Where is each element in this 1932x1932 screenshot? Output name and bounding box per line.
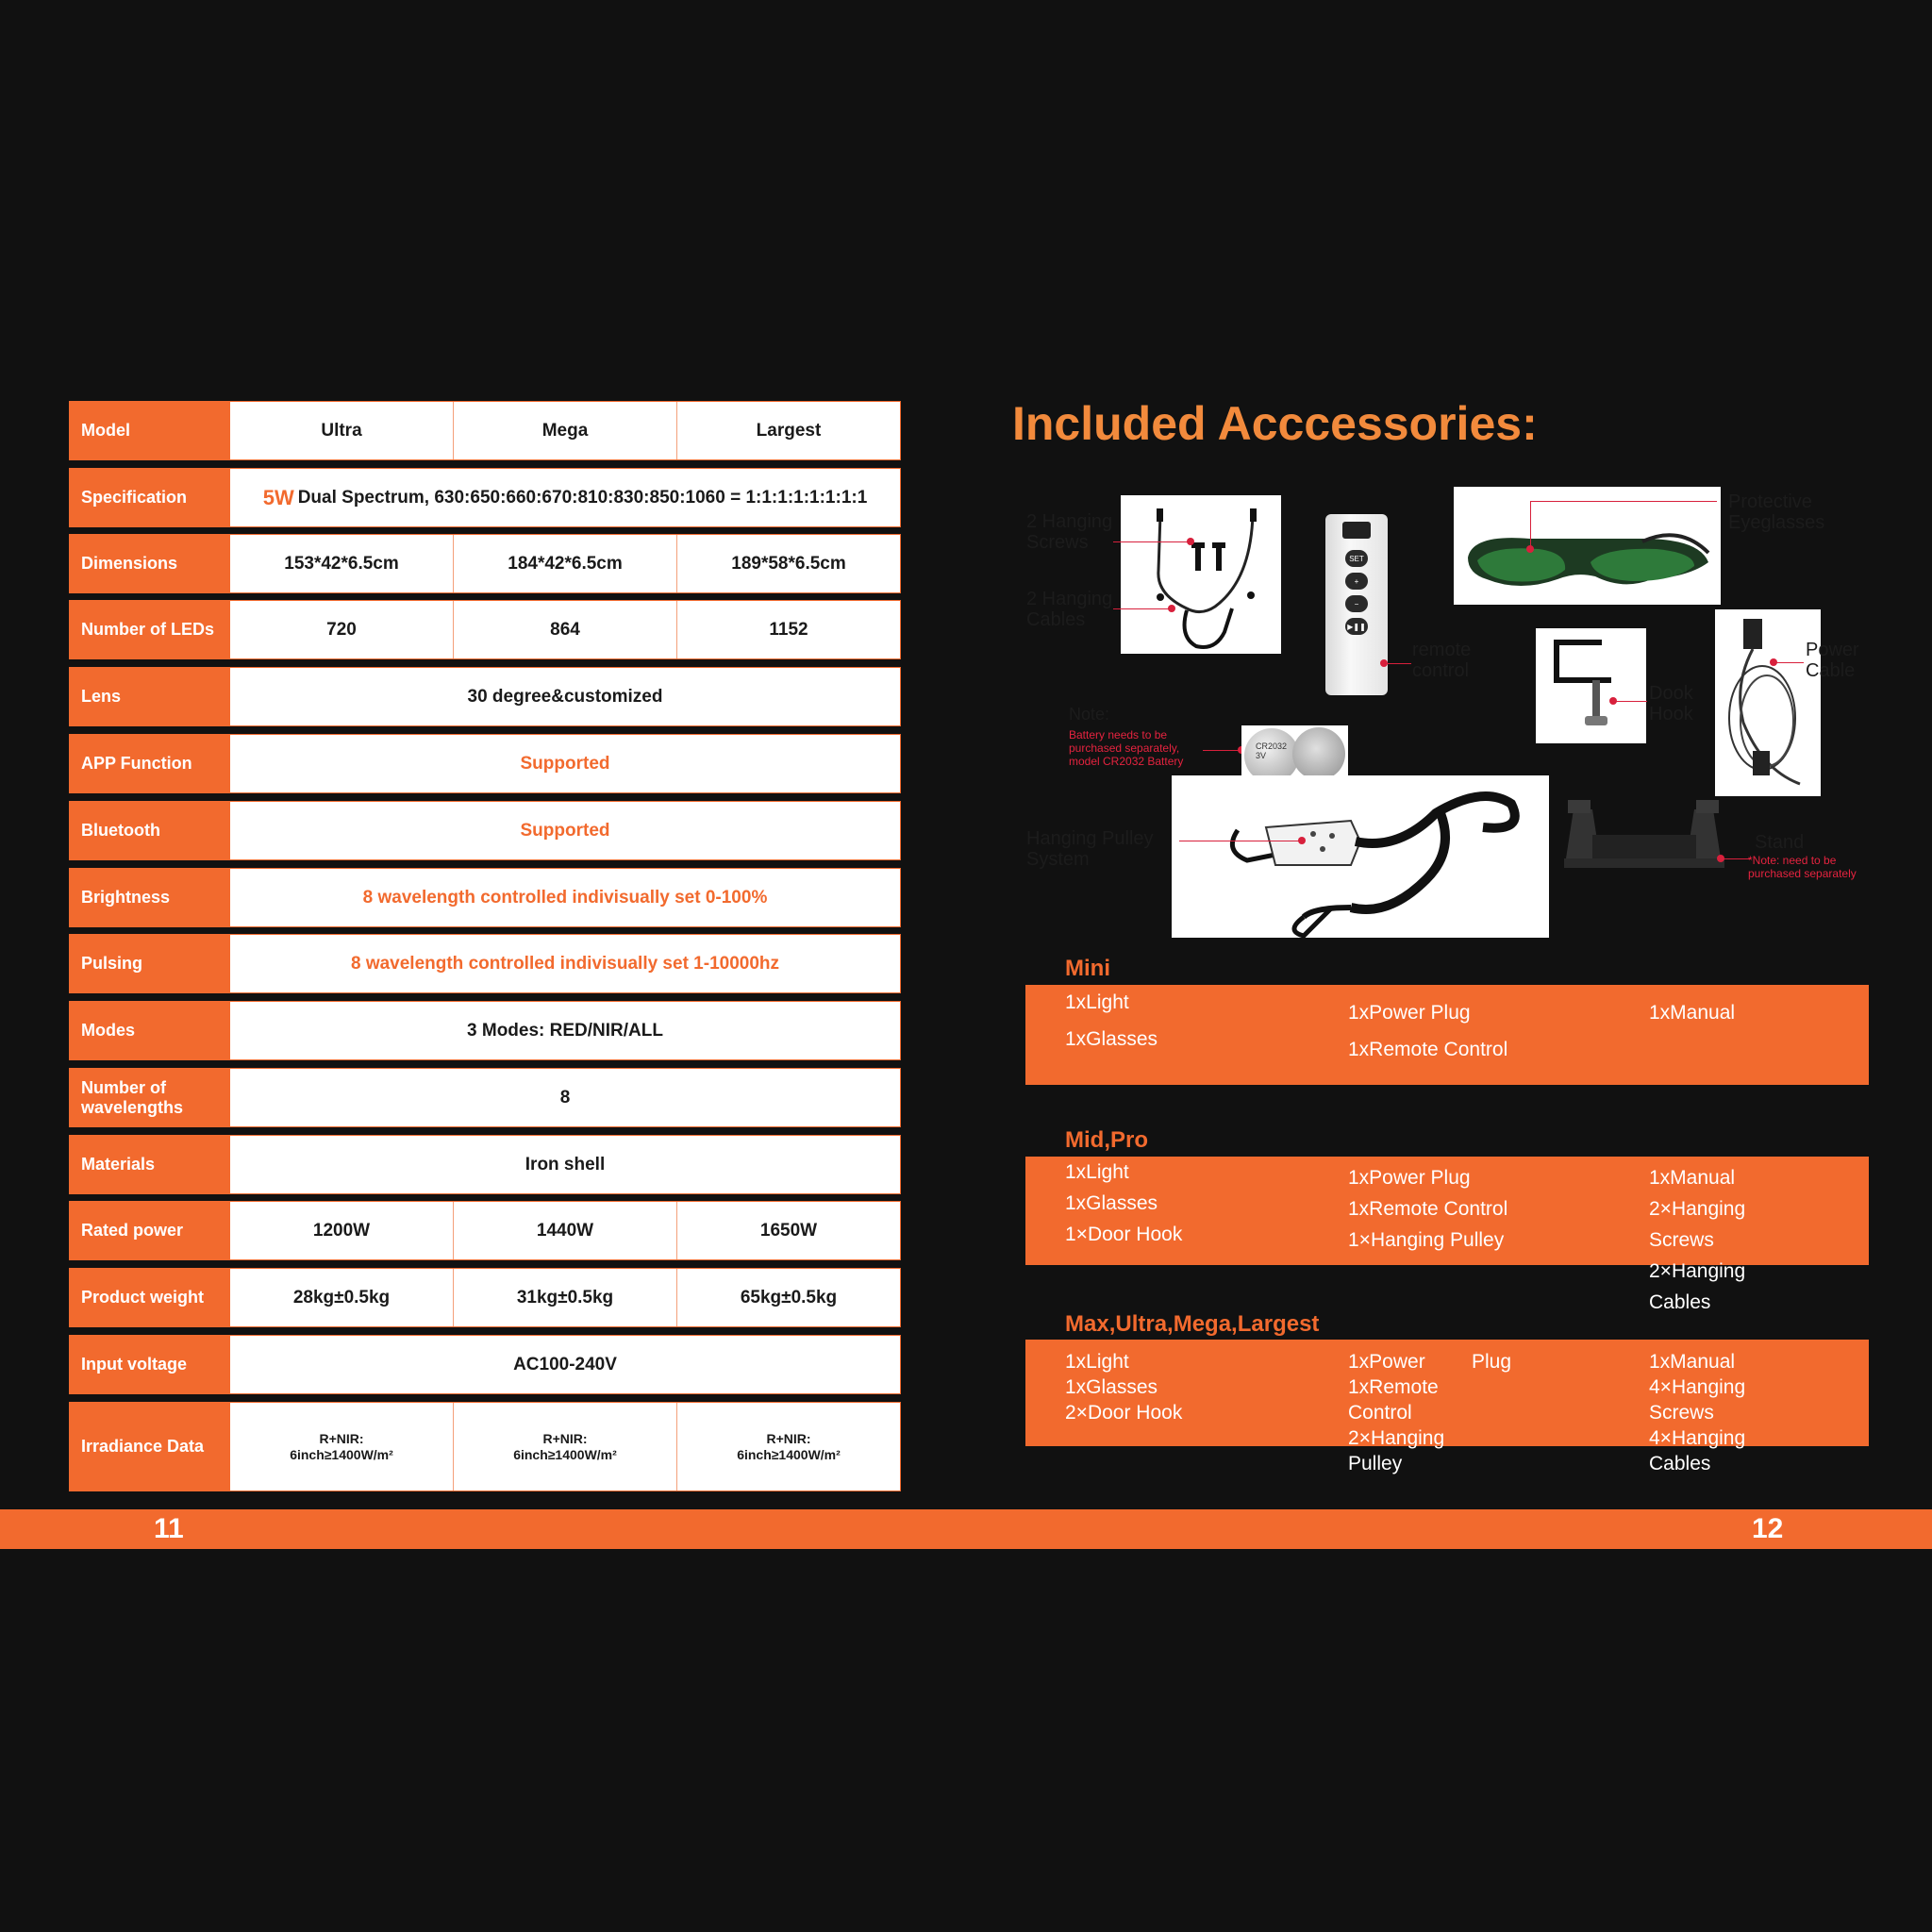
row-cells xyxy=(229,468,901,527)
callout-hanging-screws: 2 Hanging Screws xyxy=(1026,511,1113,553)
door-hook-illustration xyxy=(1536,628,1646,743)
table-cell: 8 wavelength controlled indivisually set 0-100% xyxy=(362,887,768,908)
hanging-kit-photo xyxy=(1121,495,1281,654)
power-cable-illustration xyxy=(1715,609,1821,796)
lead-dot xyxy=(1609,697,1617,705)
table-cell: Supported xyxy=(520,820,610,841)
eyeglasses-illustration xyxy=(1454,487,1721,605)
table-cell: 1152 xyxy=(676,601,900,658)
table-cell: 31kg±0.5kg xyxy=(453,1269,676,1326)
table-row xyxy=(69,468,901,527)
list-item: 1xGlasses xyxy=(1065,1028,1158,1050)
row-cells xyxy=(229,1001,901,1060)
row-cells xyxy=(229,600,901,659)
battery-label: CR2032 3V xyxy=(1256,741,1288,760)
battery-coin-back xyxy=(1292,727,1345,780)
lead-line xyxy=(1530,501,1531,548)
callout-stand: Stand xyxy=(1755,832,1805,853)
list-item: Screws xyxy=(1649,1229,1714,1251)
table-cell: 864 xyxy=(453,601,676,658)
row-label: Input voltage xyxy=(69,1335,229,1394)
row-label: Lens xyxy=(69,667,229,726)
list-item: Screws xyxy=(1649,1402,1714,1424)
group-title-mid-pro: Mid,Pro xyxy=(1065,1127,1148,1153)
table-cell: Supported xyxy=(520,753,610,774)
row-cells xyxy=(229,534,901,593)
row-cells xyxy=(229,868,901,927)
list-item: Control xyxy=(1348,1402,1412,1424)
list-item: 1xManual xyxy=(1649,1167,1736,1189)
stand-illustration xyxy=(1555,783,1730,877)
battery-coin-front xyxy=(1244,728,1299,780)
list-item: 1xRemote Control xyxy=(1348,1198,1508,1220)
table-cell: 720 xyxy=(326,619,357,640)
table-row xyxy=(69,868,901,927)
table-cell: 189*58*6.5cm xyxy=(676,535,900,592)
footer-bar xyxy=(0,1509,1932,1549)
row-cells xyxy=(229,1402,901,1491)
table-cell: 1650W xyxy=(676,1202,900,1259)
table-cell: 8 xyxy=(559,1087,571,1108)
group-title-max: Max,Ultra,Mega,Largest xyxy=(1065,1311,1320,1337)
row-label: Materials xyxy=(69,1135,229,1194)
row-label: Irradiance Data xyxy=(69,1402,229,1491)
row-cells xyxy=(229,734,901,793)
row-label: Number of wavelengths xyxy=(69,1068,229,1127)
row-label: Number of LEDs xyxy=(69,600,229,659)
table-row xyxy=(69,934,901,993)
table-cell xyxy=(230,469,900,526)
table-cell: AC100-240V xyxy=(513,1354,617,1374)
list-item: 1xGlasses xyxy=(1065,1192,1158,1214)
page-number-right: 12 xyxy=(1752,1513,1784,1544)
row-label: APP Function xyxy=(69,734,229,793)
callout-remote-control: remote control xyxy=(1412,640,1472,681)
callout-door-hook: Dook Hook xyxy=(1649,683,1693,724)
list-item: 1×Door Hook xyxy=(1065,1224,1183,1245)
row-cells xyxy=(229,401,901,460)
list-item: 2×Door Hook xyxy=(1065,1402,1183,1424)
table-row xyxy=(69,1068,901,1127)
list-item: 1xGlasses xyxy=(1065,1376,1158,1398)
lead-line xyxy=(1723,858,1751,859)
remote-control-photo xyxy=(1325,514,1388,695)
list-item: 2×Hanging xyxy=(1649,1198,1746,1220)
row-label: Rated power xyxy=(69,1201,229,1260)
group-title-mini: Mini xyxy=(1065,956,1110,981)
list-item: 1xManual xyxy=(1649,1351,1736,1373)
spec-text: Dual Spectrum, 630:650:660:670:810:830:850:1060 = 1:1:1:1:1:1:1:1 xyxy=(297,487,868,508)
lead-line xyxy=(1774,662,1804,663)
table-cell: Largest xyxy=(676,402,900,459)
table-row xyxy=(69,1402,901,1491)
accessories-heading: Included Acccessories: xyxy=(1012,397,1538,450)
list-item: 1xLight xyxy=(1065,1351,1129,1373)
table-cell: Mega xyxy=(453,402,676,459)
list-item: Cables xyxy=(1649,1453,1711,1474)
table-cell: 65kg±0.5kg xyxy=(676,1269,900,1326)
callout-eyeglasses: Protective Eyeglasses xyxy=(1728,491,1825,533)
lead-dot xyxy=(1187,538,1194,545)
row-label: Modes xyxy=(69,1001,229,1060)
table-row xyxy=(69,801,901,860)
lead-line xyxy=(1113,541,1189,542)
row-cells xyxy=(229,1335,901,1394)
row-label: Specification xyxy=(69,468,229,527)
lead-dot xyxy=(1168,605,1175,612)
table-cell: R+NIR: 6inch≥1400W/m² xyxy=(290,1430,393,1462)
list-item: 1xRemote xyxy=(1348,1376,1439,1398)
hanging-pulley-photo xyxy=(1172,775,1549,938)
list-item: Pulley xyxy=(1348,1453,1403,1474)
table-row xyxy=(69,1135,901,1194)
power-cable-photo xyxy=(1715,609,1821,796)
table-row xyxy=(69,1201,901,1260)
table-row xyxy=(69,1335,901,1394)
list-item: 1xManual xyxy=(1649,1002,1736,1024)
row-cells xyxy=(229,1201,901,1260)
table-cell: 153*42*6.5cm xyxy=(284,553,399,574)
battery-note: Battery needs to be purchased separately, model CR2032 Battery xyxy=(1069,728,1184,768)
hanging-pulley-illustration xyxy=(1172,775,1549,938)
lead-line xyxy=(1203,750,1241,751)
power-prefix: 5W xyxy=(262,485,294,509)
list-item: 1xPower Plug xyxy=(1348,1002,1471,1024)
lead-dot xyxy=(1380,659,1388,667)
row-cells xyxy=(229,801,901,860)
table-row xyxy=(69,667,901,726)
remote-button: SET xyxy=(1345,550,1368,567)
page-number-left: 11 xyxy=(154,1513,184,1544)
stand-photo xyxy=(1555,783,1730,877)
row-label: Pulsing xyxy=(69,934,229,993)
lead-dot xyxy=(1526,545,1534,553)
row-cells xyxy=(229,1135,901,1194)
row-label: Model xyxy=(69,401,229,460)
remote-button: ▶❚❚ xyxy=(1345,618,1368,635)
row-label: Product weight xyxy=(69,1268,229,1327)
row-cells xyxy=(229,934,901,993)
remote-button: − xyxy=(1345,595,1368,612)
table-row xyxy=(69,1001,901,1060)
list-item: 2×Hanging xyxy=(1348,1427,1445,1449)
remote-screen xyxy=(1342,522,1371,539)
table-cell: 1200W xyxy=(312,1220,371,1241)
table-row xyxy=(69,1268,901,1327)
table-row xyxy=(69,600,901,659)
list-item: 1xLight xyxy=(1065,991,1129,1013)
table-cell: Iron shell xyxy=(525,1154,606,1174)
callout-note-title: Note: xyxy=(1069,705,1110,724)
table-cell: 8 wavelength controlled indivisually set 1-10000hz xyxy=(350,953,780,974)
list-item: 1×Hanging Pulley xyxy=(1348,1229,1505,1251)
table-cell: 30 degree&customized xyxy=(467,686,663,707)
row-label: Dimensions xyxy=(69,534,229,593)
list-item: 1xPower Plug xyxy=(1348,1167,1471,1189)
lead-dot xyxy=(1770,658,1777,666)
row-cells xyxy=(229,667,901,726)
row-cells xyxy=(229,1268,901,1327)
table-cell: 1440W xyxy=(453,1202,676,1259)
remote-button: + xyxy=(1345,573,1368,590)
table-row xyxy=(69,534,901,593)
list-item: Plug xyxy=(1472,1351,1512,1373)
table-cell: 28kg±0.5kg xyxy=(292,1287,391,1307)
list-item: 1xPower xyxy=(1348,1351,1425,1373)
callout-hanging-pulley: Hanging Pulley System xyxy=(1026,828,1154,870)
table-row xyxy=(69,734,901,793)
door-hook-photo xyxy=(1536,628,1646,743)
row-cells xyxy=(229,1068,901,1127)
list-item: 1xRemote Control xyxy=(1348,1039,1508,1060)
eyeglasses-photo xyxy=(1454,487,1721,605)
lead-line xyxy=(1530,501,1717,502)
table-cell: 3 Modes: RED/NIR/ALL xyxy=(467,1020,663,1041)
list-item: Cables xyxy=(1649,1291,1711,1313)
table-cell: 184*42*6.5cm xyxy=(453,535,676,592)
table-cell: R+NIR: 6inch≥1400W/m² xyxy=(676,1403,900,1491)
hanging-kit-illustration xyxy=(1121,495,1281,654)
lead-line xyxy=(1113,608,1170,609)
table-cell: Ultra xyxy=(321,420,362,441)
callout-hanging-cables: 2 Hanging Cables xyxy=(1026,589,1113,630)
list-item: 4×Hanging xyxy=(1649,1376,1746,1398)
row-label: Brightness xyxy=(69,868,229,927)
callout-power-cable: Power Cable xyxy=(1806,640,1859,681)
list-item: 4×Hanging xyxy=(1649,1427,1746,1449)
table-cell: R+NIR: 6inch≥1400W/m² xyxy=(453,1403,676,1491)
row-label: Bluetooth xyxy=(69,801,229,860)
stand-note: *Note: need to be purchased separately xyxy=(1748,854,1857,880)
list-item: 1xLight xyxy=(1065,1161,1129,1183)
battery-photo xyxy=(1241,725,1348,780)
list-item: 2×Hanging xyxy=(1649,1260,1746,1282)
table-row xyxy=(69,401,901,460)
lead-line xyxy=(1613,701,1647,702)
lead-dot xyxy=(1298,837,1306,844)
